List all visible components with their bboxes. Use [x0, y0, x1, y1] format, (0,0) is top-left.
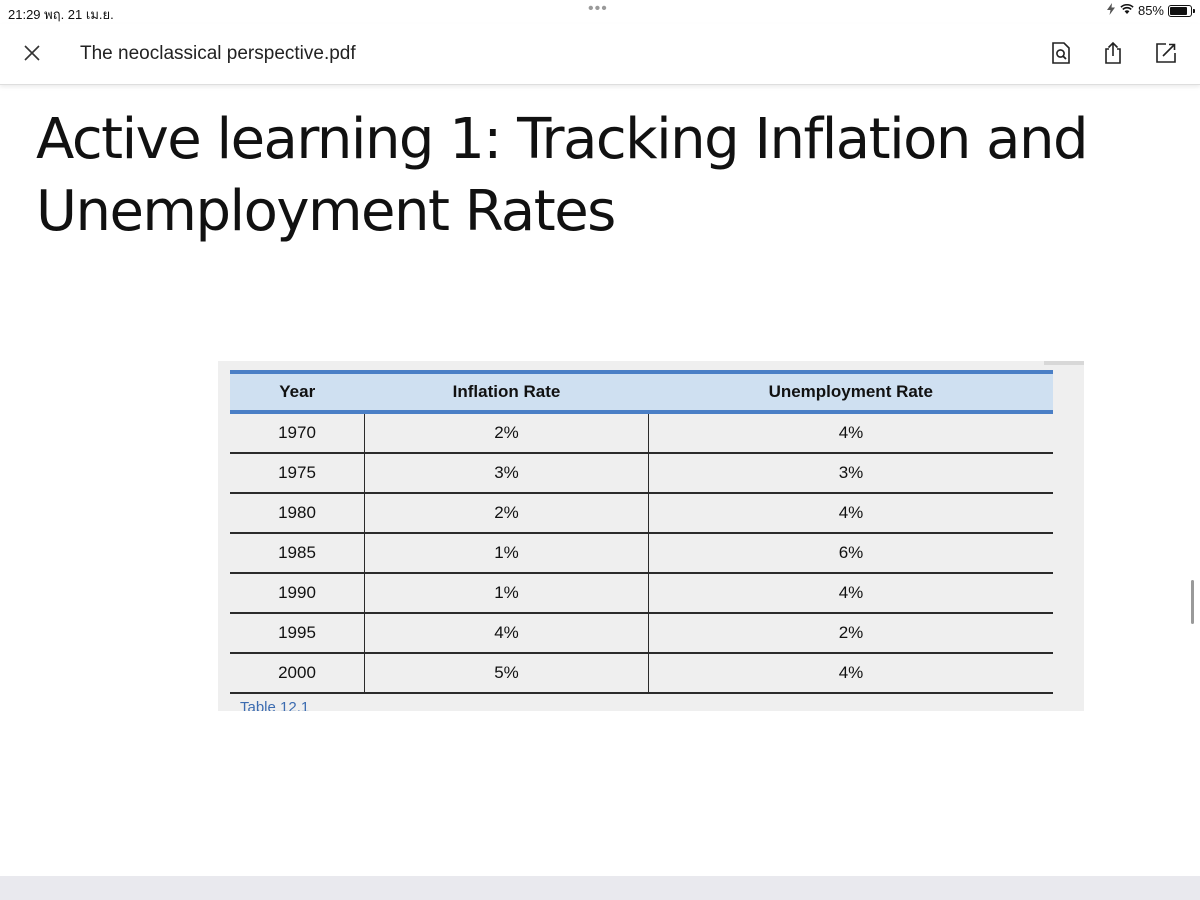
cell-inflation: 2%: [365, 493, 649, 533]
battery-percent: 85%: [1137, 3, 1164, 18]
cell-unemployment: 2%: [649, 613, 1054, 653]
slide-heading: [36, 104, 1156, 248]
cell-unemployment: 4%: [649, 573, 1054, 613]
wifi-icon: [1120, 3, 1134, 18]
table-caption: Table 12.1: [240, 699, 310, 711]
cell-year: 2000: [230, 653, 365, 693]
charging-icon: [1106, 3, 1116, 18]
data-table-figure: [218, 361, 1084, 711]
status-indicators: [1106, 3, 1192, 18]
bottom-page-edge: [0, 876, 1200, 900]
cell-year: 1970: [230, 412, 365, 453]
table-row: [230, 613, 1053, 653]
cell-inflation: 2%: [365, 412, 649, 453]
battery-nub: [1193, 9, 1195, 13]
battery-icon: [1168, 5, 1192, 17]
header-unemployment-rate: Unemployment Rate: [649, 372, 1054, 412]
table-row: [230, 653, 1053, 693]
cell-inflation: 3%: [365, 453, 649, 493]
table-row: [230, 573, 1053, 613]
cell-unemployment: 3%: [649, 453, 1054, 493]
inflation-unemployment-table: [230, 370, 1053, 694]
cell-year: 1985: [230, 533, 365, 573]
cell-unemployment: 4%: [649, 653, 1054, 693]
cell-inflation: 5%: [365, 653, 649, 693]
header-year: Year: [230, 372, 365, 412]
close-icon[interactable]: [20, 41, 44, 65]
cell-unemployment: 4%: [649, 493, 1054, 533]
battery-level-fill: [1170, 7, 1187, 15]
table-header-row: [230, 372, 1053, 412]
table-row: [230, 533, 1053, 573]
table-row: [230, 412, 1053, 453]
share-icon[interactable]: [1100, 40, 1126, 66]
cell-inflation: 1%: [365, 533, 649, 573]
scroll-indicator[interactable]: [1191, 580, 1194, 624]
cell-year: 1975: [230, 453, 365, 493]
cell-inflation: 1%: [365, 573, 649, 613]
cell-inflation: 4%: [365, 613, 649, 653]
status-time-date: 21:29 พฤ. 21 เม.ย.: [8, 7, 114, 22]
cell-year: 1990: [230, 573, 365, 613]
pdf-viewer-toolbar: [0, 24, 1200, 85]
table-row: [230, 493, 1053, 533]
status-bar: [0, 0, 1200, 24]
search-document-icon[interactable]: [1048, 40, 1074, 66]
header-inflation-rate: Inflation Rate: [365, 372, 649, 412]
table-row: [230, 453, 1053, 493]
cell-year: 1995: [230, 613, 365, 653]
heading-line-2: Unemployment Rates: [36, 179, 615, 244]
cell-year: 1980: [230, 493, 365, 533]
edit-icon[interactable]: [1153, 40, 1179, 66]
document-title: The neoclassical perspective.pdf: [80, 43, 356, 64]
heading-line-1: Active learning 1: Tracking Inflation and: [36, 107, 1088, 172]
cell-unemployment: 4%: [649, 412, 1054, 453]
cell-unemployment: 6%: [649, 533, 1054, 573]
multitask-dots[interactable]: •••: [588, 0, 608, 17]
